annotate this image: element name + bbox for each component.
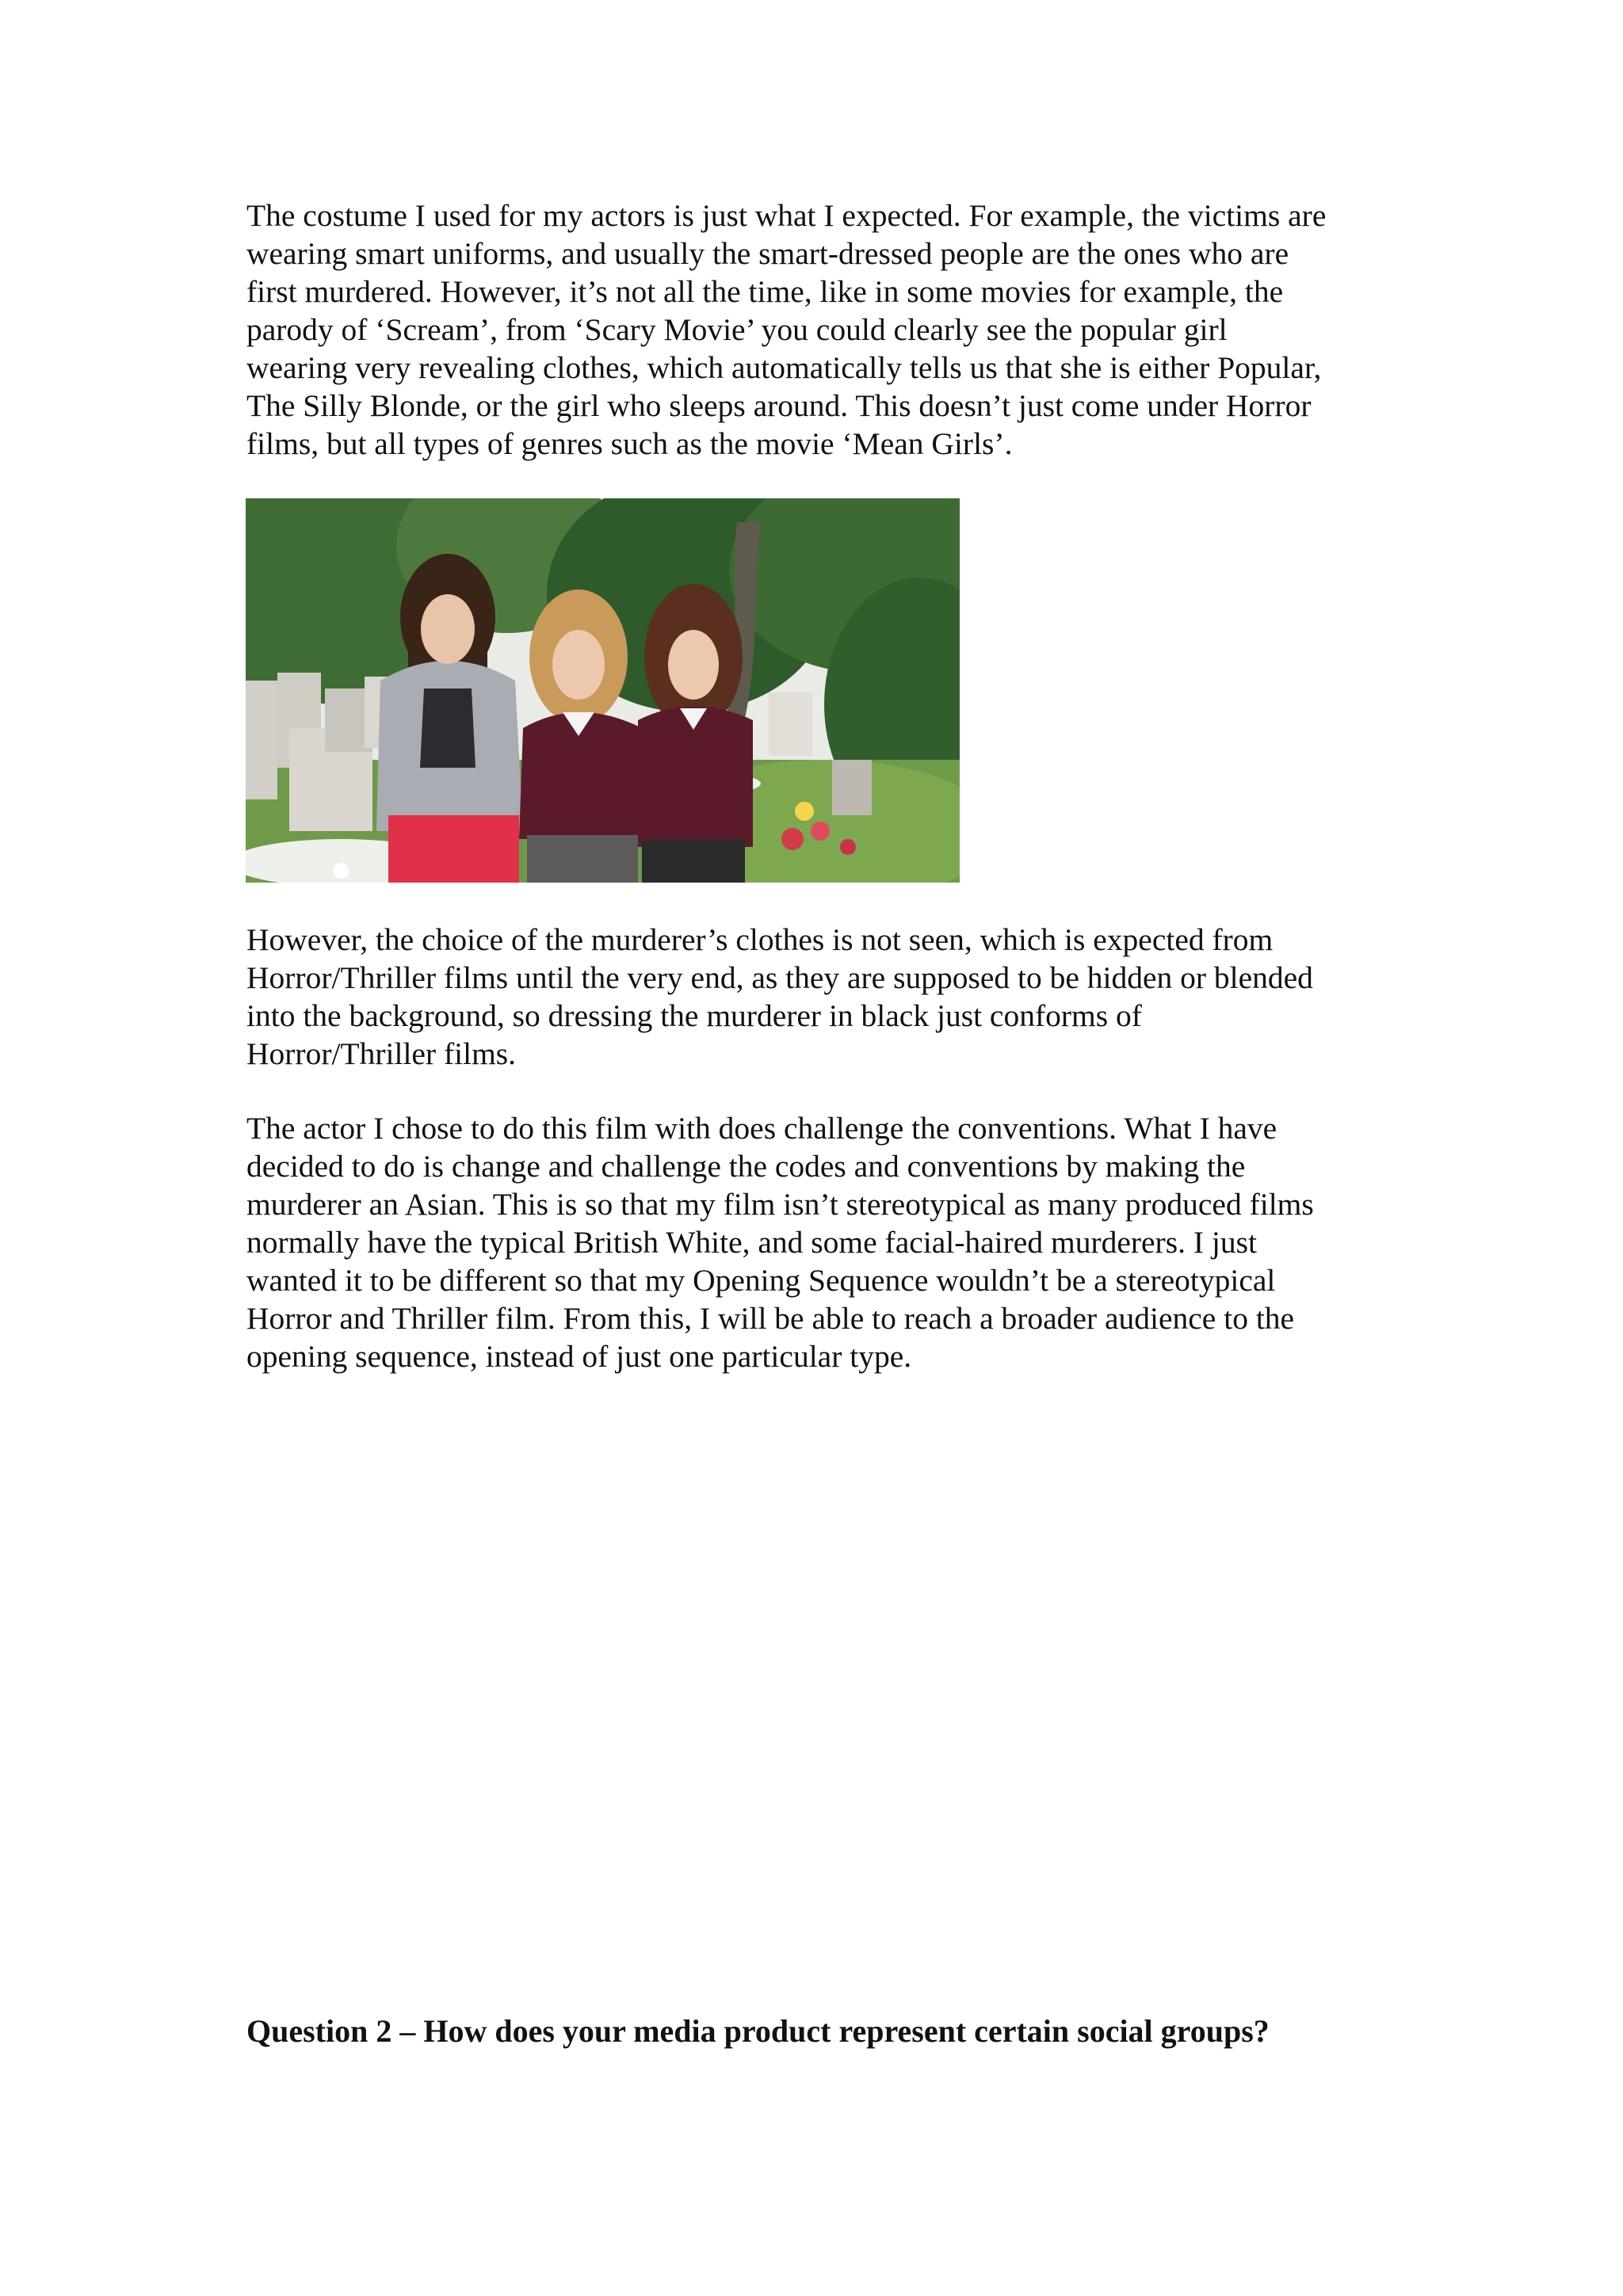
text-line: wearing smart uniforms, and usually the smart-dressed people are the ones who are — [246, 236, 1289, 271]
film-still-photo — [246, 498, 960, 883]
text-line: normally have the typical British White, and some facial-haired murderers. I just — [246, 1225, 1257, 1260]
paragraph-actor-choice — [246, 1109, 1396, 1375]
text-line: into the background, so dressing the murderer in black just conforms of — [246, 998, 1142, 1033]
text-line: first murdered. However, it’s not all the time, like in some movies for example, the — [246, 274, 1284, 309]
text-line: The actor I chose to do this film with does challenge the conventions. What I have — [246, 1111, 1277, 1146]
text-line: murderer an Asian. This is so that my film isn’t stereotypical as many produced films — [246, 1187, 1314, 1222]
text-line: opening sequence, instead of just one particular type. — [246, 1339, 912, 1374]
text-line: Horror/Thriller films. — [246, 1036, 517, 1071]
text-line: decided to do is change and challenge the codes and conventions by making the — [246, 1149, 1246, 1184]
text-line: wearing very revealing clothes, which automatically tells us that she is either Popular, — [246, 350, 1322, 385]
text-line: Horror and Thriller film. From this, I will be able to reach a broader audience to the — [246, 1301, 1295, 1336]
text-line: parody of ‘Scream’, from ‘Scary Movie’ you could clearly see the popular girl — [246, 312, 1228, 347]
text-line: The costume I used for my actors is just what I expected. For example, the victims are — [246, 198, 1327, 233]
text-line: wanted it to be different so that my Opening Sequence wouldn’t be a stereotypical — [246, 1263, 1276, 1298]
text-line: films, but all types of genres such as the movie ‘Mean Girls’. — [246, 426, 1013, 461]
paragraph-murderer-clothes — [246, 921, 1396, 1073]
text-line: The Silly Blonde, or the girl who sleeps around. This doesn’t just come under Horror — [246, 388, 1312, 423]
question-heading: Question 2 – How does your media product represent certain social groups? — [246, 2013, 1270, 2049]
text-line: However, the choice of the murderer’s clothes is not seen, which is expected from — [246, 922, 1274, 957]
text-line: Horror/Thriller films until the very end, as they are supposed to be hidden or blended — [246, 960, 1313, 995]
paragraph-costume — [246, 196, 1396, 463]
